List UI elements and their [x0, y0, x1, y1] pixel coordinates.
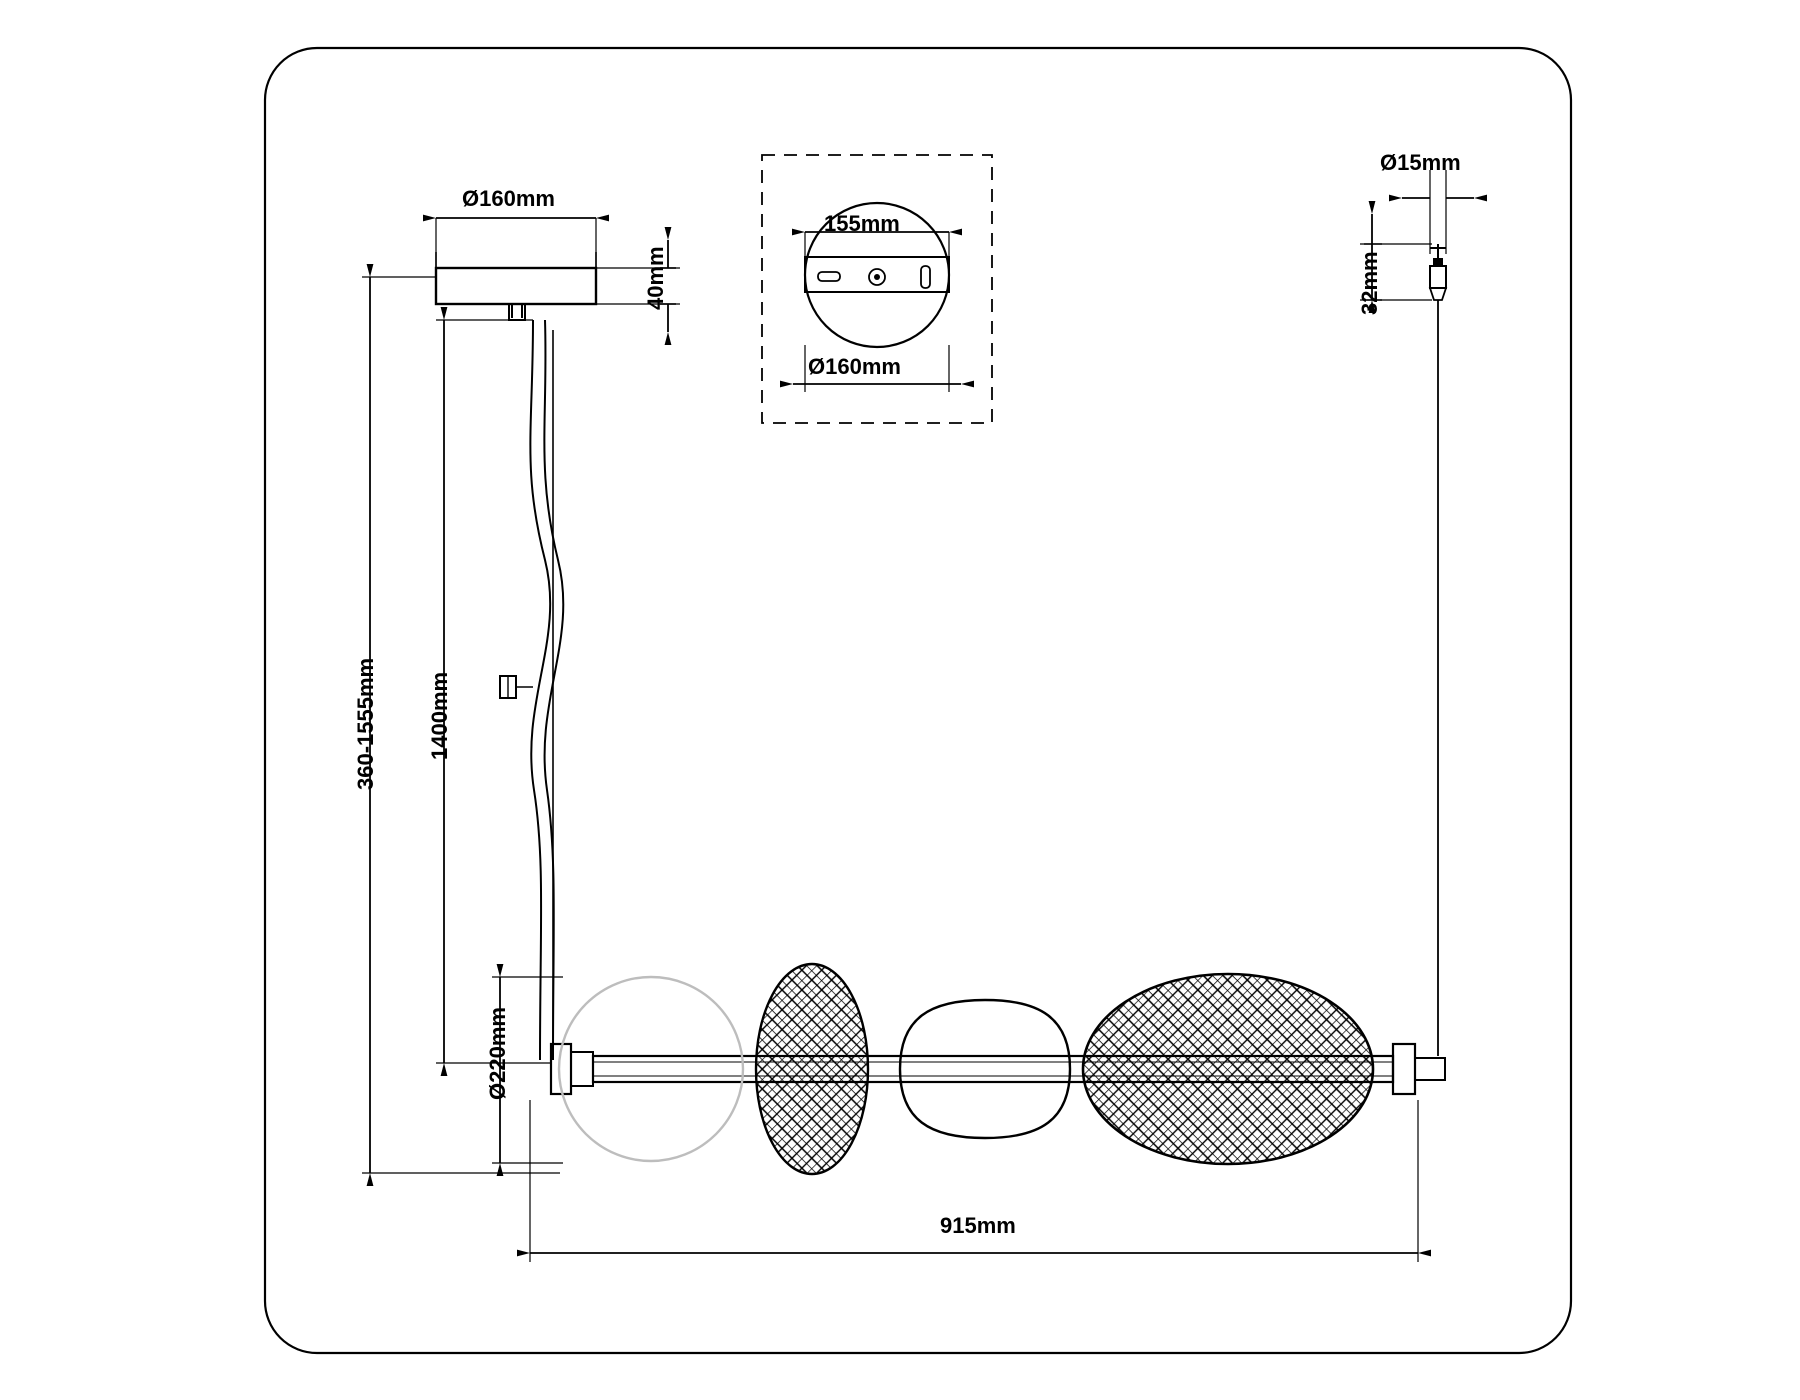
shade-hatched-ellipse	[1083, 974, 1373, 1164]
label-plate-diameter: Ø160mm	[808, 354, 901, 379]
label-cable-length: 1400mm	[427, 671, 452, 760]
label-connector-height: 32mm	[1357, 251, 1382, 315]
dim-canopy-diameter	[436, 218, 596, 272]
canopy-front-view	[436, 268, 596, 320]
dim-cable-length	[436, 320, 551, 1063]
label-connector-diameter: Ø15mm	[1380, 150, 1461, 175]
label-overall-length: 915mm	[940, 1213, 1016, 1238]
label-total-drop: 360-1555mm	[353, 657, 378, 790]
suspension-cable	[500, 320, 563, 1060]
label-sphere-diameter: Ø220mm	[485, 1007, 510, 1100]
label-canopy-height: 40mm	[643, 246, 668, 310]
label-canopy-diameter: Ø160mm	[462, 186, 555, 211]
shade-hatched-disc	[756, 964, 868, 1174]
label-plate-inner-width: 155mm	[824, 211, 900, 236]
canopy-plan-view	[762, 155, 992, 423]
